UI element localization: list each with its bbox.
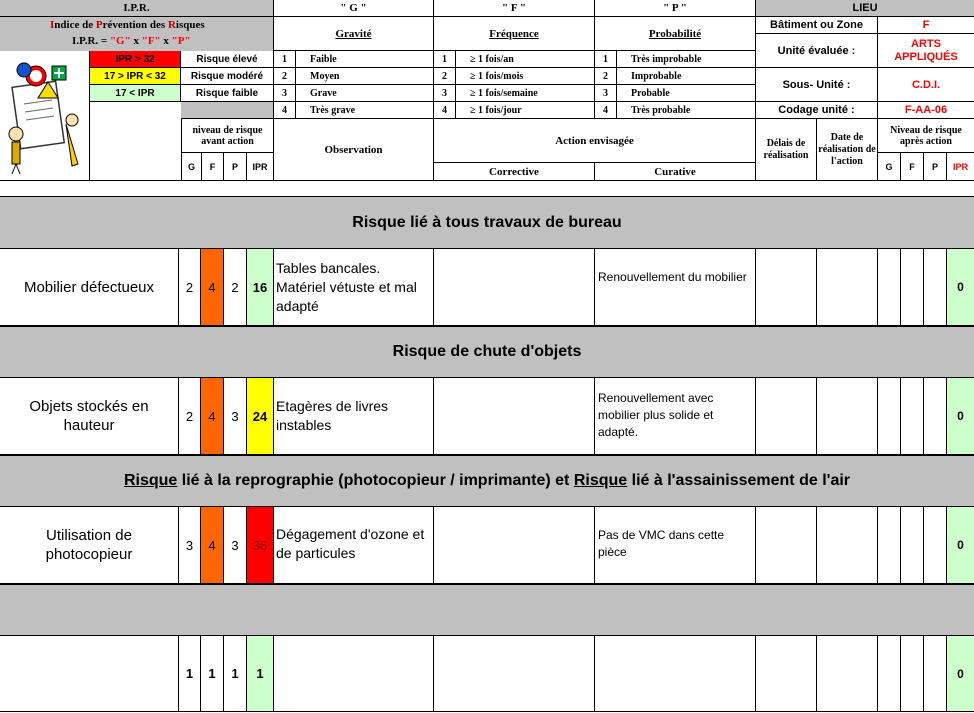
f-value: 4 — [201, 507, 224, 584]
ipr-formula: I.P.R. = "G" x "F" x "P" — [72, 35, 191, 47]
legend-moderate-label: Risque modéré — [181, 68, 274, 85]
p-subtitle: Probabilité — [595, 17, 756, 51]
section-title-3-part-3: Risque — [573, 472, 628, 489]
p-value: 1 — [224, 636, 247, 712]
after-ipr-value: 0 — [947, 378, 974, 455]
f-value: 1 — [201, 636, 224, 712]
f-n-3: 3 — [434, 85, 456, 102]
after-g-cell — [878, 249, 901, 326]
apres-col-ipr: IPR — [952, 162, 968, 172]
ipr-value: 36 — [247, 507, 274, 584]
avant-col-f: F — [202, 153, 224, 181]
section-title-1: Risque lié à tous travaux de bureau — [0, 196, 974, 249]
after-f-cell — [901, 249, 924, 326]
apres-col-p: P — [924, 153, 947, 181]
p-scale — [595, 51, 756, 119]
p-value: 3 — [224, 378, 247, 455]
legend-low-range: 17 < IPR — [89, 85, 181, 102]
date-cell — [817, 378, 878, 455]
ipr-value: 1 — [247, 636, 274, 712]
after-g-cell — [878, 636, 901, 712]
avant-col-ipr: IPR — [247, 153, 274, 181]
corrective-cell — [434, 249, 595, 326]
legend-blank — [181, 102, 274, 119]
avant-action-label: niveau de risque avant action — [181, 119, 274, 153]
apres-col-f: F — [901, 153, 924, 181]
risk-row-3 — [0, 507, 974, 584]
after-p-cell — [924, 249, 947, 326]
after-p-cell — [924, 636, 947, 712]
risk-row-1 — [0, 249, 974, 326]
sous-unite-value: C.D.I. — [878, 68, 974, 102]
legend-moderate-range: 17 > IPR < 32 — [89, 68, 181, 85]
codage-value: F-AA-06 — [878, 102, 974, 119]
g-t-4: Très grave — [296, 102, 434, 119]
g-n-4: 4 — [274, 102, 296, 119]
f-n-2: 2 — [434, 68, 456, 85]
section-title-3 — [0, 455, 974, 507]
p-n-4: 4 — [595, 102, 617, 119]
delais-cell — [756, 378, 817, 455]
section-title-3-part-4: lié à l'assainissement de l'air — [627, 472, 851, 489]
after-g-cell — [878, 507, 901, 584]
curative-cell: Renouvellement du mobilier — [595, 249, 756, 326]
g-n-3: 3 — [274, 85, 296, 102]
batiment-label: Bâtiment ou Zone — [756, 17, 878, 34]
codage-label: Codage unité : — [756, 102, 878, 119]
curative-cell: Pas de VMC dans cette pièce — [595, 507, 756, 584]
section-title-3-part-2: lié à la reprographie (photocopieur / imprimante) et — [177, 472, 574, 489]
apres-action-label: Niveau de risque après action — [878, 119, 974, 153]
avant-col-p: P — [224, 153, 247, 181]
delais-cell — [756, 249, 817, 326]
g-subtitle: Gravité — [274, 17, 434, 51]
corrective-cell — [434, 378, 595, 455]
g-value: 2 — [179, 378, 201, 455]
p-n-2: 2 — [595, 68, 617, 85]
ipr-value: 24 — [247, 378, 274, 455]
after-f-cell — [901, 378, 924, 455]
p-value: 3 — [224, 507, 247, 584]
ipr-subtitle: Indice de Prévention des Risques — [50, 19, 205, 31]
ipr-value: 16 — [247, 249, 274, 326]
date-cell — [817, 249, 878, 326]
g-n-1: 1 — [274, 51, 296, 68]
g-t-2: Moyen — [296, 68, 434, 85]
f-subtitle: Fréquence — [434, 17, 595, 51]
date-cell — [817, 636, 878, 712]
after-f-cell — [901, 636, 924, 712]
risk-row-4 — [0, 636, 974, 713]
g-scale — [274, 51, 434, 119]
f-t-3: ≥ 1 fois/semaine — [456, 85, 595, 102]
p-n-1: 1 — [595, 51, 617, 68]
g-n-2: 2 — [274, 68, 296, 85]
p-t-1: Très improbable — [617, 51, 756, 68]
after-ipr-value: 0 — [947, 507, 974, 584]
risk-name: Utilisation de photocopieur — [0, 507, 179, 584]
g-t-1: Faible — [296, 51, 434, 68]
risk-row-2 — [0, 378, 974, 455]
f-n-1: 1 — [434, 51, 456, 68]
f-t-4: ≥ 1 fois/jour — [456, 102, 595, 119]
g-value: 1 — [179, 636, 201, 712]
after-g-cell — [878, 378, 901, 455]
action-header: Action envisagée — [434, 119, 756, 163]
curative-cell — [595, 636, 756, 712]
g-value: 3 — [179, 507, 201, 584]
risk-name — [0, 636, 179, 712]
batiment-value: F — [878, 17, 974, 34]
sous-unite-label: Sous- Unité : — [756, 68, 878, 102]
spacer-row — [0, 181, 974, 196]
legend-high-range: IPR > 32 — [89, 51, 181, 68]
g-title: " G " — [274, 0, 434, 17]
legend-low-label: Risque faible — [181, 85, 274, 102]
corrective-cell — [434, 507, 595, 584]
observation-cell: Dégagement d'ozone et de particules — [274, 507, 434, 584]
f-t-1: ≥ 1 fois/an — [456, 51, 595, 68]
section-title-2: Risque de chute d'objets — [0, 326, 974, 378]
g-t-3: Grave — [296, 85, 434, 102]
after-p-cell — [924, 378, 947, 455]
p-n-3: 3 — [595, 85, 617, 102]
p-t-3: Probable — [617, 85, 756, 102]
delais-cell — [756, 636, 817, 712]
after-p-cell — [924, 507, 947, 584]
lieu-title: LIEU — [756, 0, 974, 17]
ipr-subtitle-box — [0, 17, 274, 51]
after-ipr-value: 0 — [947, 636, 974, 712]
corrective-cell — [434, 636, 595, 712]
section-title-3-part-1: Risque — [123, 472, 178, 489]
observation-cell: Tables bancales. Matériel vétuste et mal adapté — [274, 249, 434, 326]
date-cell — [817, 507, 878, 584]
g-value: 2 — [179, 249, 201, 326]
observation-header: Observation — [274, 119, 434, 181]
risk-signs-cartoon-icon — [2, 54, 86, 178]
unite-label: Unité évaluée : — [756, 34, 878, 68]
section-title-4 — [0, 584, 974, 636]
risk-name: Mobilier défectueux — [0, 249, 179, 326]
f-t-2: ≥ 1 fois/mois — [456, 68, 595, 85]
risk-name: Objets stockés en hauteur — [0, 378, 179, 455]
legend-high-label: Risque élevé — [181, 51, 274, 68]
header-block — [0, 0, 974, 181]
ipr-title: I.P.R. — [0, 0, 274, 17]
f-value: 4 — [201, 249, 224, 326]
f-scale — [434, 51, 595, 119]
date-header: Date de réalisation de l'action — [817, 119, 878, 181]
after-f-cell — [901, 507, 924, 584]
curative-cell: Renouvellement avec mobilier plus solide et adapté. — [595, 378, 756, 455]
observation-cell — [274, 636, 434, 712]
corrective-header: Corrective — [434, 163, 595, 181]
p-value: 2 — [224, 249, 247, 326]
p-title: " P " — [595, 0, 756, 17]
observation-cell: Etagères de livres instables — [274, 378, 434, 455]
f-value: 4 — [201, 378, 224, 455]
f-n-4: 4 — [434, 102, 456, 119]
curative-header: Curative — [595, 163, 756, 181]
f-title: " F " — [434, 0, 595, 17]
after-ipr-value: 0 — [947, 249, 974, 326]
p-t-2: Improbable — [617, 68, 756, 85]
unite-value: ARTS APPLIQUÉS — [878, 34, 974, 68]
avant-col-g: G — [181, 153, 202, 181]
delais-cell — [756, 507, 817, 584]
delais-header: Délais de réalisation — [756, 119, 817, 181]
p-t-4: Très probable — [617, 102, 756, 119]
apres-col-g: G — [878, 153, 901, 181]
